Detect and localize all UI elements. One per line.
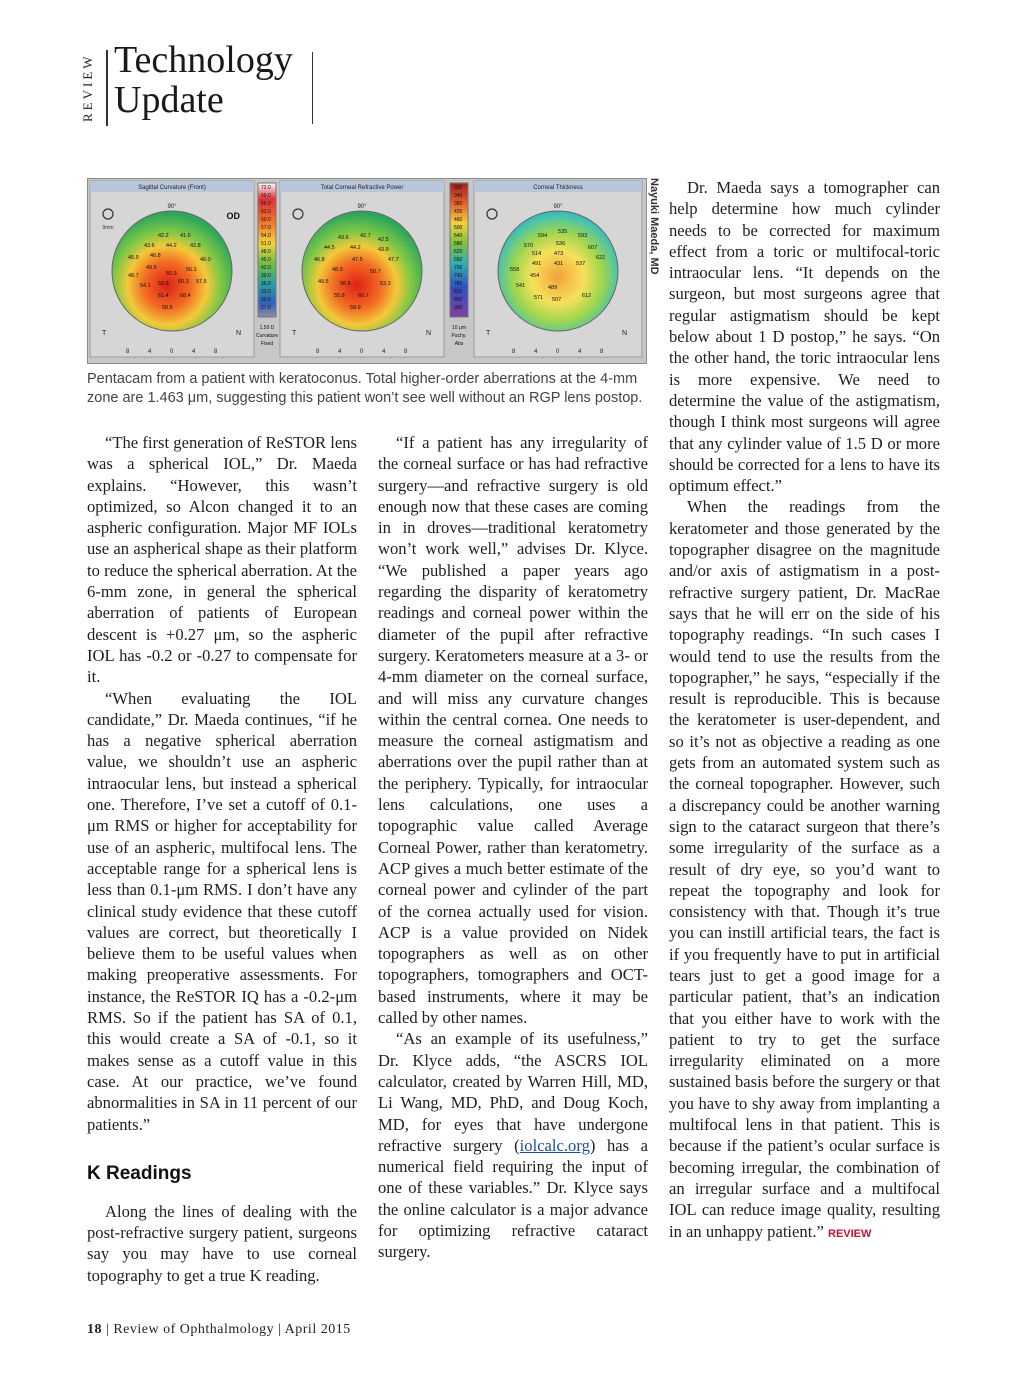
svg-text:860: 860 (454, 297, 463, 303)
svg-text:580: 580 (454, 241, 463, 247)
svg-text:1.50 D: 1.50 D (259, 325, 275, 331)
svg-text:660: 660 (454, 257, 463, 263)
map-panel-refractive (280, 181, 444, 357)
map-title-sagittal: Sagittal Curvature (Front) (138, 185, 206, 191)
svg-text:4: 4 (382, 349, 386, 355)
section-label: REVIEW (80, 53, 95, 123)
svg-text:51.0: 51.0 (261, 241, 271, 247)
svg-text:43.6: 43.6 (144, 243, 155, 249)
photo-credit: Nayuki Maeda, MD (648, 178, 660, 275)
pachymetry-scale-footer (452, 325, 467, 347)
svg-text:58.9: 58.9 (350, 305, 361, 311)
svg-text:27.0: 27.0 (261, 305, 271, 311)
issue-date: April 2015 (284, 1322, 351, 1337)
paragraph: “The first generation of ReSTOR lens was a spherical IOL,” Dr. Maeda explains. “However, this wasn’t optimized, so Alcon changed it to an aspheric configuration. Major MF IOLs use an aspherical shape as their platform to reduce the spherical aberration. At the 6-mm zone, in general the spherical aberration of patients of European descent is +0.27 μm, so the aspheric IOL has -0.2 or -0.27 to compensate for it. (87, 433, 357, 687)
map-panel-thickness (474, 181, 642, 357)
svg-text:4: 4 (338, 349, 342, 355)
svg-text:8: 8 (126, 349, 130, 355)
svg-text:44.5: 44.5 (324, 245, 335, 251)
angle-label: 90° (553, 204, 563, 210)
angle-label: 90° (357, 204, 367, 210)
svg-text:460: 460 (454, 217, 463, 223)
svg-text:8: 8 (214, 349, 218, 355)
paragraph-text: When the readings from the keratometer and those generated by the topographer disagree on the magnitude and/or axis of astigmatism in a post-refractive surgery patient, Dr. MacRae says that he will err on the side of his topography readings. “In such cases I would tend to use the results from the topographer,” he says, “especially if the result is reproducible. This is because the keratometer is user-dependent, and so it’s not as objective a reading as one gets from an automated system such as the corneal topographer. However, such a discrepancy could be another warning sign to the cataract surgeon that there’s some irregularity of the surface as a result of dry eye, so you’d want to repeat the topography and look for consistency with that. Though it’s true you can instill artificial tears, the fact is if you frequently have to put in artificial tears just to get a good image for a particular patient, that’s an indication that you either have to work with the patient to try to get the surface irregularity eliminated on a more sustained basis before the surgery or that you have to shy away from implanting a multifocal lens in that patient. This is because if the patient’s ocular surface is becoming irregular, the combination of an irregular surface and a multifocal IOL can reduce image quality, resulting in an unhappy patient.” (669, 497, 940, 1241)
svg-text:60.3: 60.3 (178, 279, 189, 285)
column-2 (378, 432, 648, 1263)
svg-text:500: 500 (454, 225, 463, 231)
footer-separator: | (278, 1322, 285, 1337)
svg-text:420: 420 (454, 209, 463, 215)
map-title-refractive: Total Corneal Refractive Power (320, 185, 404, 191)
svg-text:780: 780 (454, 281, 463, 287)
nasal-label: N (426, 330, 432, 337)
svg-text:46.0: 46.0 (200, 257, 211, 263)
svg-text:Abs: Abs (454, 341, 464, 347)
svg-text:43.6: 43.6 (338, 235, 349, 241)
svg-text:541: 541 (516, 283, 526, 289)
svg-text:53.3: 53.3 (380, 281, 391, 287)
svg-text:56.6: 56.6 (340, 281, 351, 287)
svg-text:46.8: 46.8 (150, 253, 161, 259)
paragraph (669, 496, 940, 1244)
paragraph: Dr. Maeda says a tomographer can help determine how much cylinder needs to be corrected for maximum effect from a toric or multifocal-toric intraocular lens. “It depends on the surgeon, but most surgeons agree that regular astigmatism should be kept below about 1 D postop,” he says. “On the other hand, the toric intraocular lens is more expensive. We need to determine the value of the astigmatism, though I think most surgeons will agree that any cylinder value of 1.5 D or more should be corrected for a lens to have its optimum effect.” (669, 178, 940, 496)
figure-caption: Pentacam from a patient with keratoconus. Total higher-order aberrations at the 4-mm zone are 1.463 μm, suggesting this patient won’t see well without an RGP lens postop. (87, 371, 643, 406)
section-title-line1: Technology (114, 39, 293, 81)
svg-text:622: 622 (596, 255, 606, 261)
paragraph (378, 1028, 648, 1262)
svg-text:54.0: 54.0 (261, 233, 271, 239)
pentacam-figure (87, 178, 647, 364)
svg-text:8: 8 (404, 349, 408, 355)
svg-text:56.1: 56.1 (186, 267, 197, 273)
scale-curvature (256, 183, 278, 347)
svg-text:48.0: 48.0 (261, 249, 271, 255)
svg-text:42.2: 42.2 (158, 233, 169, 239)
map-title-thickness: Corneal Thickness (533, 185, 583, 191)
svg-text:57.0: 57.0 (261, 225, 271, 231)
svg-text:Fixed: Fixed (260, 341, 274, 347)
section-title (114, 40, 293, 120)
svg-text:61.4: 61.4 (158, 293, 169, 299)
iolcalc-link[interactable]: iolcalc.org (519, 1135, 590, 1155)
svg-text:4: 4 (578, 349, 582, 355)
curvature-scale-footer (256, 325, 278, 347)
svg-text:612: 612 (582, 293, 592, 299)
svg-text:58.5: 58.5 (162, 305, 173, 311)
svg-text:300: 300 (454, 185, 463, 191)
scale-pachymetry (450, 183, 468, 347)
svg-text:48.3: 48.3 (332, 267, 343, 273)
svg-text:0: 0 (170, 349, 174, 355)
svg-text:48.7: 48.7 (128, 273, 139, 279)
svg-text:8: 8 (316, 349, 320, 355)
svg-text:49.5: 49.5 (318, 279, 329, 285)
svg-text:340: 340 (454, 193, 463, 199)
svg-text:10 μm: 10 μm (452, 325, 466, 331)
temporal-label: T (102, 330, 107, 337)
column-3 (669, 177, 940, 1245)
svg-text:36.0: 36.0 (261, 281, 271, 287)
svg-text:46.8: 46.8 (314, 257, 325, 263)
svg-text:594: 594 (538, 233, 548, 239)
column-1 (87, 432, 357, 1286)
svg-text:820: 820 (454, 289, 463, 295)
svg-text:41.6: 41.6 (180, 233, 191, 239)
nasal-label: N (236, 330, 242, 337)
svg-text:42.7: 42.7 (360, 233, 371, 239)
svg-text:69.0: 69.0 (261, 193, 271, 199)
svg-text:607: 607 (588, 245, 598, 251)
svg-text:33.0: 33.0 (261, 289, 271, 295)
svg-text:8: 8 (512, 349, 516, 355)
svg-text:63.0: 63.0 (261, 209, 271, 215)
svg-text:39.0: 39.0 (261, 273, 271, 279)
svg-text:4: 4 (148, 349, 152, 355)
page-number: 18 (87, 1322, 102, 1337)
svg-text:42.0: 42.0 (261, 265, 271, 271)
svg-text:507: 507 (552, 297, 562, 303)
svg-text:43.9: 43.9 (378, 247, 389, 253)
page-footer (87, 1322, 351, 1338)
svg-text:0: 0 (556, 349, 560, 355)
eye-label: OD (226, 211, 240, 221)
svg-text:60.7: 60.7 (358, 293, 369, 299)
svg-text:47.5: 47.5 (352, 257, 363, 263)
section-title-line2: Update (114, 79, 224, 121)
paragraph: “If a patient has any irregularity of the corneal surface or has had refractive surgery—and refractive surgery is old enough now that these cases are coming in in droves—traditional keratometry won’t work well,” advises Dr. Klyce. “We published a paper years ago regarding the disparity of keratometry readings and corneal power within the diameter of the pupil after refractive surgery. Keratometers measure at a 3- or 4-mm diameter on the corneal surface, and will miss any curvature changes within the central cornea. One needs to measure the corneal astigmatism and aberrations over the pupil rather than at the periphery. Typically, for intraocular lens calculations, one uses a topographic value called Average Corneal Power, rather than keratometry. ACP gives a much better estimate of the corneal power and cylinder of the part of the cornea actually used for vision. ACP is a value provided on Nidek topographers as well as on other topographers, tomographers and OCT-based instruments, where it may be called by other names. (378, 433, 648, 1028)
svg-text:473: 473 (554, 251, 564, 257)
end-mark-logo: REVIEW (828, 1227, 872, 1240)
svg-text:700: 700 (454, 265, 463, 271)
svg-text:59.9: 59.9 (158, 281, 169, 287)
svg-text:44.2: 44.2 (166, 243, 177, 249)
temporal-label: T (292, 330, 297, 337)
svg-text:66.0: 66.0 (261, 201, 271, 207)
publication-name: Review of Ophthalmology (113, 1322, 275, 1337)
header-rule (106, 50, 108, 126)
svg-text:740: 740 (454, 273, 463, 279)
zone-label: 9mm (102, 225, 114, 231)
pentacam-maps (88, 179, 646, 363)
svg-text:900: 900 (454, 305, 463, 311)
paragraph-text: ) has a numerical field requiring the input of one of these variables.” Dr. Klyce says the online calculator is a major advance for optimizing refractive cataract surgery. (378, 1135, 649, 1262)
svg-text:571: 571 (534, 295, 544, 301)
svg-text:45.0: 45.0 (261, 257, 271, 263)
svg-text:Curvature: Curvature (256, 333, 278, 339)
svg-text:540: 540 (454, 233, 463, 239)
svg-text:55.8: 55.8 (334, 293, 345, 299)
subheading-k-readings: K Readings (87, 1162, 192, 1184)
svg-text:4: 4 (192, 349, 196, 355)
svg-text:620: 620 (454, 249, 463, 255)
nasal-label: N (622, 330, 628, 337)
refractive-power-map (302, 211, 422, 331)
svg-text:54.1: 54.1 (140, 283, 151, 289)
paragraph-text: “As an example of its usefulness,” Dr. Klyce adds, “the ASCRS IOL calculator, created by Warren Hill, MD, Li Wang, MD, PhD, and Doug Koch, MD, for eyes that have undergone refractive surgery ( (378, 1029, 648, 1155)
header-rule-right (312, 52, 313, 124)
svg-text:454: 454 (530, 273, 540, 279)
paragraph: “When evaluating the IOL candidate,” Dr. Maeda continues, “if he has a negative spherical aberration value, we shouldn’t use an aspheric intraocular lens, but instead a spherical one. Therefore, I’ve set a cutoff of 0.1-μm RMS or higher for acceptability for use of an aspheric, multifocal lens. The acceptable range for a spherical lens is less than 0.1-μm RMS. I don’t have any clinical study evidence that these cutoff values are correct, but theoretically I believe them to be useful values when making preoperative assessments. For instance, the ReSTOR IQ has a -0.2-μm RMS. So if the patient has SA of 0.1, this would create a SA of -0.1, so it makes sense as a cutoff value in this case. At our practice, we’ve found abnormalities in SA in 11 percent of our patients.” (87, 688, 357, 1134)
svg-text:50.3: 50.3 (166, 271, 177, 277)
svg-text:50.7: 50.7 (370, 269, 381, 275)
svg-text:431: 431 (554, 261, 564, 267)
svg-text:593: 593 (578, 233, 588, 239)
svg-text:570: 570 (524, 243, 534, 249)
svg-text:49.5: 49.5 (146, 265, 157, 271)
svg-text:60.0: 60.0 (261, 217, 271, 223)
svg-text:489: 489 (548, 285, 558, 291)
svg-text:30.0: 30.0 (261, 297, 271, 303)
svg-text:558: 558 (510, 267, 520, 273)
svg-text:514: 514 (532, 251, 542, 257)
footer-separator: | (106, 1322, 114, 1337)
svg-text:42.5: 42.5 (378, 237, 389, 243)
paragraph: Along the lines of dealing with the post-refractive surgery patient, surgeons say you may have to use corneal topography to get a true K reading. (87, 1201, 357, 1285)
svg-text:380: 380 (454, 201, 463, 207)
svg-text:0: 0 (360, 349, 364, 355)
svg-text:491: 491 (532, 261, 542, 267)
svg-text:44.2: 44.2 (350, 245, 361, 251)
svg-text:536: 536 (556, 241, 566, 247)
svg-text:42.8: 42.8 (190, 243, 201, 249)
svg-text:45.9: 45.9 (128, 255, 139, 261)
svg-text:537: 537 (576, 261, 586, 267)
map-panel-sagittal (90, 181, 254, 357)
svg-text:4: 4 (534, 349, 538, 355)
svg-text:47.7: 47.7 (388, 257, 399, 263)
svg-text:72.0: 72.0 (261, 185, 271, 191)
svg-text:68.4: 68.4 (180, 293, 191, 299)
svg-text:535: 535 (558, 229, 568, 235)
angle-label: 90° (167, 204, 177, 210)
temporal-label: T (486, 330, 491, 337)
svg-text:57.5: 57.5 (196, 279, 207, 285)
svg-text:8: 8 (600, 349, 604, 355)
svg-text:Pachy.: Pachy. (451, 333, 467, 339)
